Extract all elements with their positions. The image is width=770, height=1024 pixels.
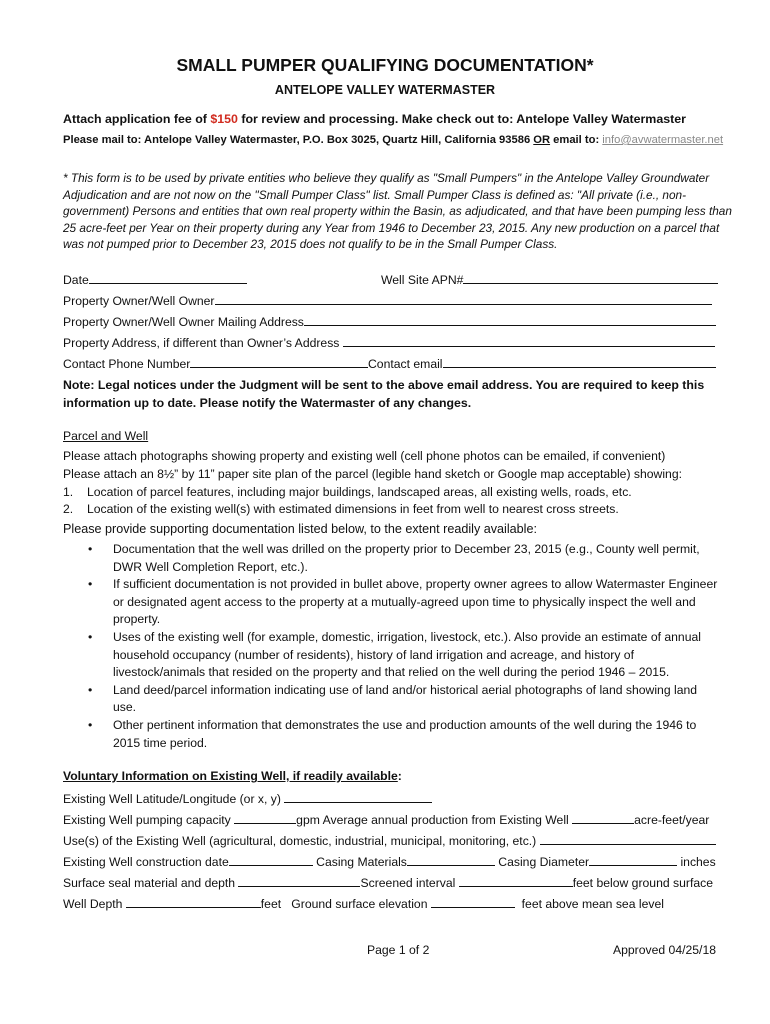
document-title: SMALL PUMPER QUALIFYING DOCUMENTATION*: [176, 55, 594, 75]
screened-interval-field[interactable]: [459, 874, 573, 887]
ground-elevation-field[interactable]: [431, 895, 515, 908]
approved-date: Approved 04/25/18: [613, 943, 716, 957]
capacity-field[interactable]: [234, 811, 296, 824]
mailing-row: Property Owner/Well Owner Mailing Address: [63, 313, 716, 330]
list-item: • Uses of the existing well (for example, domestic, irrigation, livestock, etc.). Also provide an estimate of annual household occupancy (number of residents), history of land irrigation and acreage, and history of livestock/animals that resided on the property and that relied on the well during the period 1946 – 2015.: [63, 629, 723, 682]
fee-amount: $150: [210, 112, 238, 126]
uses-field[interactable]: [540, 832, 716, 845]
intro-note-line-1: * This form is to be used by private entities who believe they qualify as "Small Pumpers" in the Antelope Valley Groundwater: [63, 171, 710, 185]
property-address-row: Property Address, if different than Owner’s Address: [63, 334, 715, 351]
support-intro: Please provide supporting documentation listed below, to the extent readily available:: [63, 522, 537, 536]
list-item: • Other pertinent information that demonstrates the use and production amounts of the well during the 1946 to 2015 time period.: [63, 717, 723, 752]
list-item: • If sufficient documentation is not provided in bullet above, property owner agrees to allow Watermaster Engineer or designated agent access to the property at a mutually-agreed upon time to physically inspect the well and property.: [63, 576, 723, 629]
construction-date-field[interactable]: [229, 853, 313, 866]
legal-note-line-2: information up to date. Please notify the Watermaster of any changes.: [63, 396, 472, 410]
date-field[interactable]: [89, 271, 247, 284]
list-item: • Land deed/parcel information indicating use of land and/or historical aerial photographs of land showing land use.: [63, 682, 723, 717]
mailing-address-field[interactable]: [304, 313, 716, 326]
voluntary-heading: Voluntary Information on Existing Well, if readily available:: [63, 769, 402, 783]
owner-field[interactable]: [215, 292, 712, 305]
property-address-field[interactable]: [343, 334, 715, 347]
capacity-row: Existing Well pumping capacity gpm Average annual production from Existing Well acre-feet/year: [63, 813, 710, 827]
phone-row: Contact Phone Number: [63, 355, 368, 372]
production-field[interactable]: [572, 811, 634, 824]
construction-row: Existing Well construction date Casing Materials Casing Diameter inches: [63, 855, 716, 869]
email-row: Contact email: [368, 355, 716, 372]
latlong-row: Existing Well Latitude/Longitude (or x, y): [63, 790, 432, 807]
apn-field[interactable]: [463, 271, 718, 284]
intro-note-line-3: government) Persons and entities that own real property within the Basin, as adjudicated, and that have been pumping less than: [63, 204, 732, 218]
support-bullet-list: [63, 541, 723, 752]
parcel-siteplan-line: Please attach an 8½” by 11” paper site plan of the parcel (legible hand sketch or Google map acceptable) showing:: [63, 467, 683, 481]
intro-note-line-2: Adjudication and are not now on the "Small Pumper Class" list. Small Pumper Class is defined as: "All private (i.e., non-: [63, 187, 687, 202]
uses-row: Use(s) of the Existing Well (agricultural, domestic, industrial, municipal, monitoring, etc.): [63, 832, 716, 849]
well-depth-field[interactable]: [126, 895, 261, 908]
list-item: • Documentation that the well was drilled on the property prior to December 23, 2015 (e.g., County well permit, DWR Well Completion Report, etc.).: [63, 541, 723, 576]
intro-note-line-5: was not pumped prior to December 23, 2015 does not qualify to be in the Small Pumper Class.: [63, 237, 558, 251]
date-row: Date: [63, 271, 247, 288]
email-link[interactable]: info@avwatermaster.net: [602, 134, 724, 146]
parcel-heading: Parcel and Well: [63, 429, 149, 443]
seal-row: Surface seal material and depth Screened interval feet below ground surface: [63, 876, 713, 890]
seal-field[interactable]: [238, 874, 360, 887]
parcel-photos-line: Please attach photographs showing property and existing well (cell phone photos can be emailed, if convenient): [63, 449, 666, 463]
mail-line: Please mail to: Antelope Valley Watermaster, P.O. Box 3025, Quartz Hill, California 93586 OR email to: info@avwatermaster.net: [63, 134, 724, 146]
legal-note-line-1: Note: Legal notices under the Judgment will be sent to the above email address. You are required to keep this: [63, 378, 705, 392]
latlong-field[interactable]: [284, 790, 432, 803]
fee-line: Attach application fee of $150 for review and processing. Make check out to: Antelope Valley Watermaster: [63, 112, 686, 126]
document-subtitle: ANTELOPE VALLEY WATERMASTER: [274, 83, 496, 97]
phone-field[interactable]: [190, 355, 368, 368]
apn-row: Well Site APN#: [381, 271, 718, 288]
page-number: Page 1 of 2: [367, 943, 430, 957]
casing-materials-field[interactable]: [407, 853, 495, 866]
list-item: 2. Location of the existing well(s) with estimated dimensions in feet from well to nearest cross streets.: [63, 502, 619, 516]
intro-note-line-4: 25 acre-feet per Year on their property during any Year from 1946 to December 23, 2015. Any new production on a parcel that: [63, 220, 720, 235]
depth-row: Well Depth feet Ground surface elevation feet above mean sea level: [63, 897, 664, 911]
email-field[interactable]: [443, 355, 716, 368]
owner-row: Property Owner/Well Owner: [63, 292, 712, 309]
list-item: 1. Location of parcel features, including major buildings, landscaped areas, all existing wells, roads, etc.: [63, 485, 632, 499]
casing-diameter-field[interactable]: [589, 853, 677, 866]
